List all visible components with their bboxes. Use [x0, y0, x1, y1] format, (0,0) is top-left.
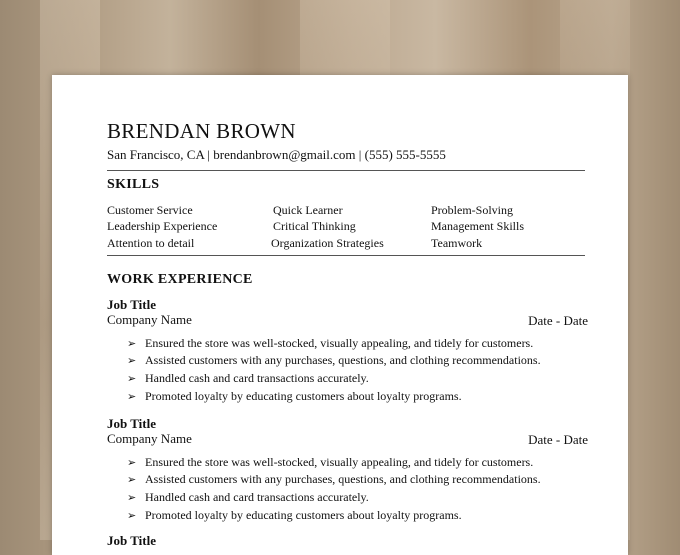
bullet-text: Promoted loyalty by educating customers about loyalty programs.	[145, 389, 462, 403]
arrow-bullet-icon: ➢	[127, 355, 137, 367]
job-bullet	[127, 336, 533, 351]
bullet-text: Handled cash and card transactions accurately.	[145, 490, 369, 504]
job-title: Job Title	[107, 533, 157, 548]
bullet-text: Assisted customers with any purchases, questions, and clothing recommendations.	[145, 353, 541, 367]
skill-item: Organization Strategies	[271, 236, 384, 250]
skill-item: Problem-Solving	[431, 203, 514, 217]
arrow-bullet-icon: ➢	[127, 457, 137, 469]
skills-heading: SKILLS	[107, 177, 160, 192]
job-dates: Date - Date	[528, 313, 588, 328]
bullet-text: Ensured the store was well-stocked, visually appealing, and tidely for customers.	[145, 455, 534, 469]
bullet-text: Handled cash and card transactions accurately.	[145, 371, 369, 385]
job-bullet	[127, 389, 462, 404]
job-bullet	[127, 371, 369, 386]
job-title: Job Title	[107, 416, 157, 431]
bullet-text: Promoted loyalty by educating customers about loyalty programs.	[145, 508, 462, 522]
resume-name: BRENDAN BROWN	[107, 119, 296, 143]
skill-item: Quick Learner	[273, 203, 343, 217]
skill-item: Attention to detail	[107, 236, 195, 250]
job-bullet	[127, 472, 541, 487]
skill-item: Leadership Experience	[107, 219, 218, 233]
skill-item: Management Skills	[431, 219, 524, 233]
arrow-bullet-icon: ➢	[127, 338, 137, 350]
skill-item: Customer Service	[107, 203, 193, 217]
company-name: Company Name	[107, 431, 192, 446]
skill-item: Teamwork	[431, 236, 483, 250]
contact-line: San Francisco, CA | brendanbrown@gmail.com | (555) 555-5555	[107, 147, 446, 162]
arrow-bullet-icon: ➢	[127, 373, 137, 385]
job-bullet	[127, 490, 369, 505]
divider	[107, 255, 585, 256]
arrow-bullet-icon: ➢	[127, 510, 137, 522]
divider	[107, 170, 585, 171]
company-name: Company Name	[107, 312, 192, 327]
bullet-text: Assisted customers with any purchases, questions, and clothing recommendations.	[145, 472, 541, 486]
arrow-bullet-icon: ➢	[127, 492, 137, 504]
arrow-bullet-icon: ➢	[127, 474, 137, 486]
job-bullet	[127, 353, 541, 368]
job-bullet	[127, 508, 462, 523]
resume-page	[52, 75, 628, 555]
job-dates: Date - Date	[528, 432, 588, 447]
skill-item: Critical Thinking	[273, 219, 356, 233]
job-title: Job Title	[107, 297, 157, 312]
arrow-bullet-icon: ➢	[127, 391, 137, 403]
bullet-text: Ensured the store was well-stocked, visually appealing, and tidely for customers.	[145, 336, 534, 350]
job-bullet	[127, 455, 533, 470]
work-experience-heading: WORK EXPERIENCE	[107, 272, 253, 287]
